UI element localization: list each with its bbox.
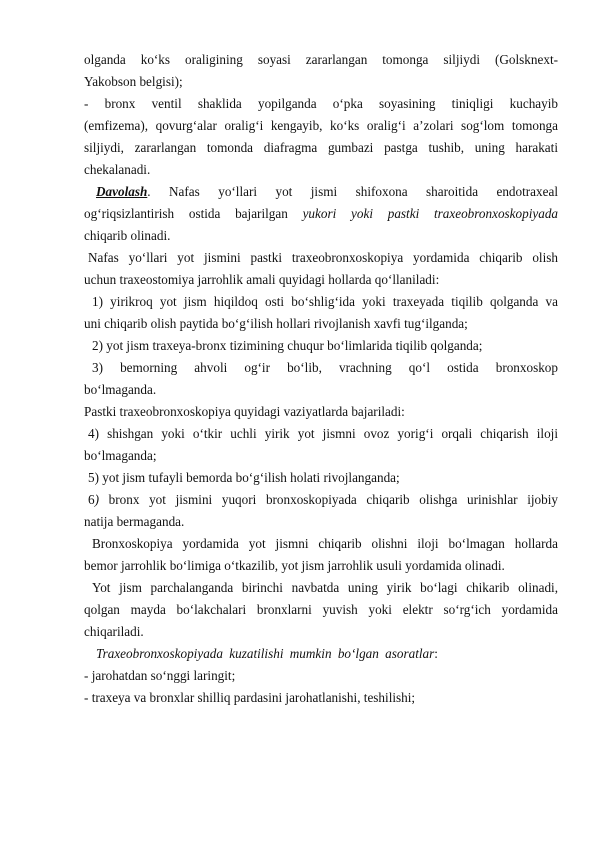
text-fragment: bronx yot jismini yuqori bronxoskopiyada chiqarib olishga urinishlar ijobiy [99,492,558,507]
list-item: - traxeya va bronxlar shilliq pardasini jarohatlanishi, teshilishi; [84,690,416,705]
text-line: uchun traxeostomiya jarrohlik amali quyidagi hollarda qo‘llaniladi: [84,272,440,287]
text-line [84,203,558,225]
text-line: siljiydi, zararlangan tomonda diafragma gumbazi pastga tushib, uning harakati [84,140,558,155]
text-line: 3) bemorning ahvoli og‘ir bo‘lib, vrachning qo‘l ostida bronxoskop [92,360,558,375]
text-line: Pastki traxeobronxoskopiya quyidagi vaziyatlarda bajariladi: [84,404,405,419]
list-item: - jarohatdan so‘nggi laringit; [84,668,236,683]
text-line: 4) shishgan yoki o‘tkir uchli yirik yot jismni ovoz yorig‘i orqali chiqarish iloji [88,426,558,441]
document-page [84,49,558,709]
text-line: chiqariladi. [84,624,144,639]
text-line: uni chiqarib olish paytida bo‘g‘ilish hollari rivojlanish xavfi tug‘ilganda; [84,316,468,331]
text-line: Nafas yo‘llari yot jismini pastki traxeobronxoskopiya yordamida chiqarib olish [88,250,558,265]
text-fragment: : [434,646,438,661]
text-line: 5) yot jism tufayli bemorda bo‘g‘ilish holati rivojlanganda; [88,470,400,485]
text-line [84,489,558,511]
text-line: bemor jarrohlik bo‘limiga o‘tkazilib, yot jism jarrohlik usuli yordamida olinadi. [84,558,505,573]
text-line: (emfizema), qovurg‘alar oralig‘i kengayib, ko‘ks oralig‘i a’zolari sog‘lom tomonga [84,118,558,133]
section-term-davolash: Davolash [96,184,148,199]
text-line: olganda ko‘ks oraligining soyasi zararlangan tomonga siljiydi (Golsknext- [84,52,558,67]
text-line: natija bermaganda. [84,514,185,529]
italic-fragment: yukori yoki pastki traxeobronxoskopiyada [302,206,558,221]
italic-fragment: ) [94,492,99,507]
text-line: bo‘lmaganda. [84,382,157,397]
text-line [84,181,558,203]
text-line: chekalanadi. [84,162,151,177]
text-line: Bronxoskopiya yordamida yot jismni chiqarib olishni iloji bo‘lmagan hollarda [92,536,558,551]
text-fragment: 6 [88,492,95,507]
text-fragment: og‘riqsizlantirish ostida bajarilgan [84,206,303,221]
text-line: Yot jism parchalanganda birinchi navbatda uning yirik bo‘lagi chikarib olinadi, [92,580,558,595]
text-line: Yakobson belgisi); [84,74,183,89]
text-line: chiqarib olinadi. [84,228,171,243]
text-line [84,643,558,665]
text-line: - bronx ventil shaklida yopilganda o‘pka soyasining tiniqligi kuchayib [84,96,558,111]
text-fragment: . Nafas yo‘llari yot jismi shifoxona sharoitida endotraxeal [147,184,558,199]
text-line: 1) yirikroq yot jism hiqildoq osti bo‘shlig‘ida yoki traxeyada tiqilib qolganda va [92,294,558,309]
text-line: bo‘lmaganda; [84,448,157,463]
text-line: qolgan mayda bo‘lakchalari bronxlarni yuvish yoki elektr so‘rg‘ich yordamida [84,602,558,617]
italic-heading-complications: Traxeobronxoskopiyada kuzatilishi mumkin bo‘lgan asoratlar [96,646,435,661]
text-line: 2) yot jism traxeya-bronx tizimining chuqur bo‘limlarida tiqilib qolganda; [92,338,483,353]
